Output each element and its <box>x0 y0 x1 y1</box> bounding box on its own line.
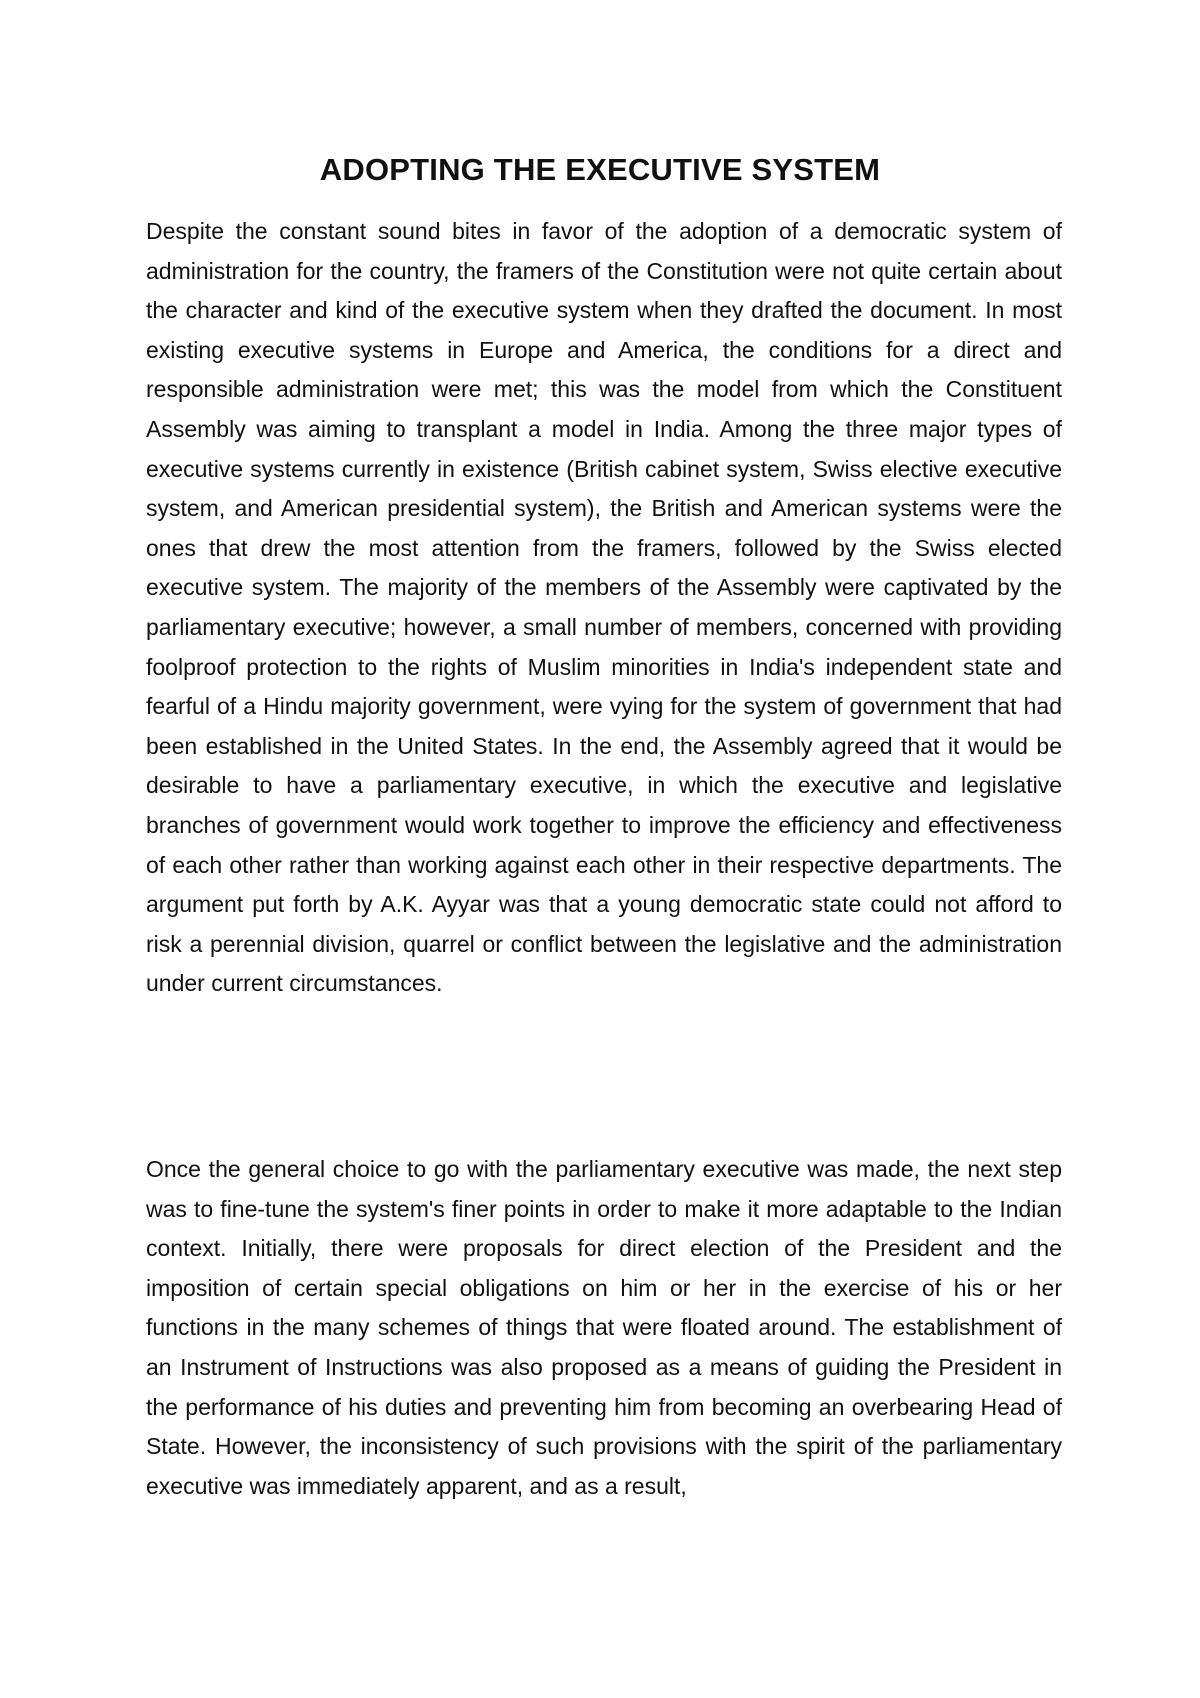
body-paragraph-2: Once the general choice to go with the parliamentary executive was made, the next step was to fine-tune the system's finer points in order to make it more adaptable to the Indian context. Initially, there were proposals for direct election of the President and the imposition of certain special obligations on him or her in the exercise of his or her functions in the many schemes of things that were floated around. The establishment of an Instrument of Instructions was also proposed as a means of guiding the President in the performance of his duties and preventing him from becoming an overbearing Head of State. However, the inconsistency of such provisions with the spirit of the parliamentary executive was immediately apparent, and as a result, <box>146 1156 1062 1499</box>
document-title: ADOPTING THE EXECUTIVE SYSTEM <box>319 152 881 187</box>
body-paragraph-1: Despite the constant sound bites in favor of the adoption of a democratic system of administration for the country, the framers of the Constitution were not quite certain about the character and kind of the executive system when they drafted the document. In most existing executive systems in Europe and America, the conditions for a direct and responsible administration were met; this was the model from which the Constituent Assembly was aiming to transplant a model in India. Among the three major types of executive systems currently in existence (British cabinet system, Swiss elective executive system, and American presidential system), the British and American systems were the ones that drew the most attention from the framers, followed by the Swiss elected executive system. The majority of the members of the Assembly were captivated by the parliamentary executive; however, a small number of members, concerned with providing foolproof protection to the rights of Muslim minorities in India's independent state and fearful of a Hindu majority government, were vying for the system of government that had been established in the United States. In the end, the Assembly agreed that it would be desirable to have a parliamentary executive, in which the executive and legislative branches of government would work together to improve the efficiency and effectiveness of each other rather than working against each other in their respective departments. The argument put forth by A.K. Ayyar was that a young democratic state could not afford to risk a perennial division, quarrel or conflict between the legislative and the administration under current circumstances. <box>146 218 1062 997</box>
